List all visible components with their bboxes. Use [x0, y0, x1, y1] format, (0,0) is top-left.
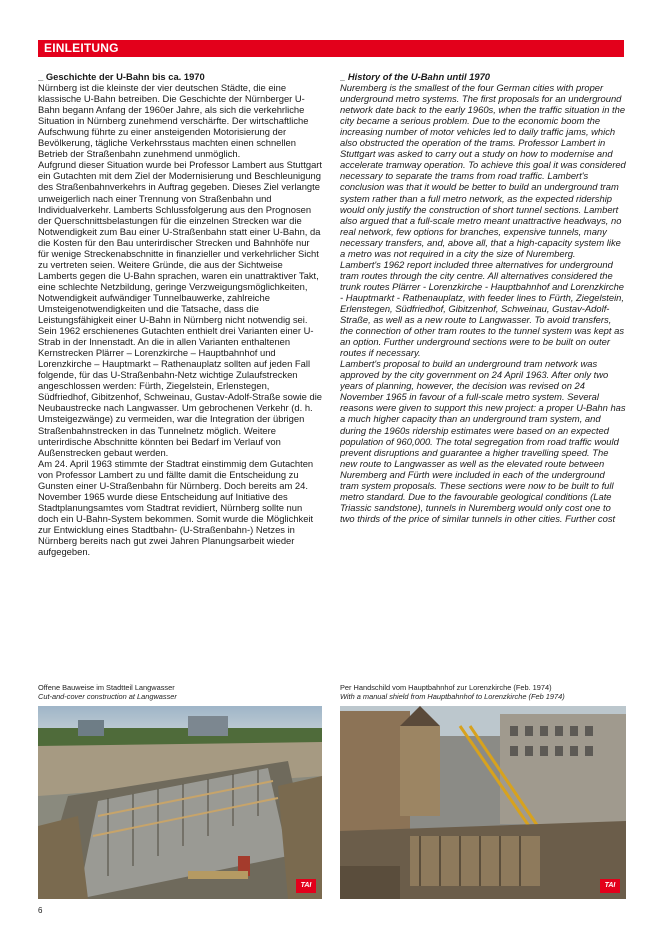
- photo-credit-badge: TAI: [296, 879, 316, 893]
- german-column: [38, 71, 322, 651]
- english-paragraph: Nuremberg is the smallest of the four German cities with proper underground metro systems. The first proposals for an underground network date back to the early 1960s, when the traffic situation in the city became a serious problem. Due to the economic boom the increasing number of motor vehicles led to daily traffic jams, which also obstructed the operation of the trams. Professor Lambert in Stuttgart was asked to carry out a study on how to modernise and accelerate tramway operation. To achieve this goal it was considered necessary to separate the trams from road traffic. Lambert's conclusion was that it would be better to build an underground tram system rather than a full metro network, as the expected ridership would only justify the construction of short tunnel sections. Lambert also argued that a full-scale metro meant unattractive headways, no real network, few options for branches, expensive tunnels, many necessary transfers, and, above all, that a high-capacity system like a metro was not required in a city the size of Nuremberg.: [340, 82, 626, 259]
- photo-credit-badge: TAI: [600, 879, 620, 893]
- german-heading: _ Geschichte der U-Bahn bis ca. 1970: [38, 71, 205, 82]
- english-paragraph: Lambert's proposal to build an underground tram network was approved by the city government on 24 April 1963. After only two years of planning, however, the decision was revised on 24 November 1965 in favour of a full-scale metro system. Several reasons were given to support this new project: a proper U-Bahn has a much higher capacity than an underground tram system, and during the 1960s ridership estimates were based on an expected population of 960,000. The total segregation from road traffic would prevent disruptions and guarantee a higher travelling speed. The new route to Langwasser as well as the elevated route between Nuremberg and Fürth were included in each of the underground tram system proposals. These sections were now to be built to full metro standard. Due to the favourable geological conditions (Late Triassic sandstone), tunnels in Nuremberg would only cost one to two thirds of the price of similar tunnels in other cities. Further cost: [340, 358, 626, 524]
- caption-english: With a manual shield from Hauptbahnhof to Lorenzkirche (Feb 1974): [340, 692, 565, 701]
- caption-english: Cut-and-cover construction at Langwasser: [38, 692, 177, 701]
- english-column: [340, 71, 626, 651]
- german-paragraph: Am 24. April 1963 stimmte der Stadtrat einstimmig dem Gutachten von Professor Lambert zu und fällte damit die Entscheidung zu Gunsten einer U-Straßenbahn für Nürnberg. Doch bereits am 24. November 1965 wurde diese Entscheidung auf Initiative des Stadtplanungsamtes vom Stadtrat revidiert, Nürnberg sollte nun doch ein U-Bahn-System bekommen. Somit wurde die Möglichkeit zur Entwicklung eines Stadtbahn- (U-Straßenbahn-) Netzes in Nürnberg bereits nach gut zwei Jahren Planungsarbeit wieder aufgegeben.: [38, 457, 314, 558]
- page-number: 6: [38, 906, 43, 915]
- photo-cut-and-cover: [38, 706, 322, 899]
- german-paragraph: Aufgrund dieser Situation wurde bei Professor Lambert aus Stuttgart ein Gutachten mit dem Ziel der Modernisierung und Beschleunigung des Straßenbahnverkehrs in Auftrag gegeben. Dieses Ziel verlangte unweigerlich nach einer Trennung von Straßenbahn und Individualverkehr. Lamberts Schlussfolgerung aus den Prognosen der Querschnittsbelastungen für die einzelnen Strecken war die Notwendigkeit zum Bau einer U-Straßenbahn statt einer U-Bahn, da die Kosten für den Bau unterirdischer Strecken und Bahnhöfe nur für wenige Streckenabschnitte in finanzieller und verkehrlicher Sicht zu vertreten seien. Weitere Gründe, die aus der Sichtweise Lamberts gegen die U-Bahn sprachen, waren ein unattraktiver Takt, eine schlechte Netzbildung, geringe Verzweigungsmöglichkeiten, Notwendigkeit aufwändiger Tunnelbauwerke, zahlreiche Umsteigenotwendigkeiten und die Tatsache, dass die Leistungsfähigkeit einer U-Bahn in Nürnberg nicht notwendig sei.: [38, 159, 322, 326]
- photo-caption-left: [38, 683, 322, 701]
- caption-german: Offene Bauweise im Stadtteil Langwasser: [38, 683, 175, 692]
- photo-caption-right: [340, 683, 624, 701]
- section-banner: [38, 40, 624, 57]
- english-paragraph: Lambert's 1962 report included three alternatives for underground tram routes through the city centre. All alternatives considered the trunk routes Plärrer - Lorenzkirche - Hauptbahnhof and Lorenzkirche - Hauptmarkt - Rathenauplatz, with feeder lines to Fürth, Ziegelstein, Erlenstegen, Südfriedhof, Gibitzenhof, Schweinau, Gustav-Adolf-Straße, as well as a new route to Langwasser. To avoid transfers, the connection of other tram routes to the tunnel system was kept as an option. Further underground sections were to be built on outer routes if necessary.: [340, 258, 625, 359]
- german-paragraph: Nürnberg ist die kleinste der vier deutschen Städte, die eine klassische U-Bahn betreiben. Die Geschichte der Nürnberger U-Bahn begann Anfang der 1960er Jahre, als sich die verkehrliche Situation in Nürnberg zunehmend verschärfte. Der wirtschaftliche Aufschwung führte zu einer ansteigenden Motorisierung der Bevölkerung, tägliche Verkehrsstaus machten einen schnellen Betrieb der Straßenbahn zunehmend unmöglich.: [38, 82, 309, 160]
- german-paragraph: Sein 1962 erschienenes Gutachten enthielt drei Varianten einer U-Strab in der Innenstadt. An die in allen Varianten enthaltenen Kernstrecken Plärrer – Lorenzkirche – Hauptbahnhof und Lorenzkirche – Hauptmarkt – Rathenauplatz sollten auf jeden Fall folgende, für das U-Straßenbahn-Netz wichtige Zulaufstrecken angeschlossen werden: Fürth, Ziegelstein, Erlenstegen, Südfriedhof, Gibitzenhof, Schweinau, Gustav-Adolf-Straße sowie die Neubaustrecke nach Langwasser. Um gebrochenen Verkehr (d. h. Umsteigezwänge) zu vermeiden, war die Integration der übrigen Straßenbahnstrecken in das Tunnelnetz möglich. Weitere unterirdische Abschnitte könnten bei Bedarf im Verlauf von Außenstrecken gebaut werden.: [38, 325, 322, 458]
- english-heading: _ History of the U-Bahn until 1970: [340, 71, 491, 82]
- caption-german: Per Handschild vom Hauptbahnhof zur Lorenzkirche (Feb. 1974): [340, 683, 552, 692]
- section-title: EINLEITUNG: [44, 41, 119, 55]
- photo-manual-shield: [340, 706, 626, 899]
